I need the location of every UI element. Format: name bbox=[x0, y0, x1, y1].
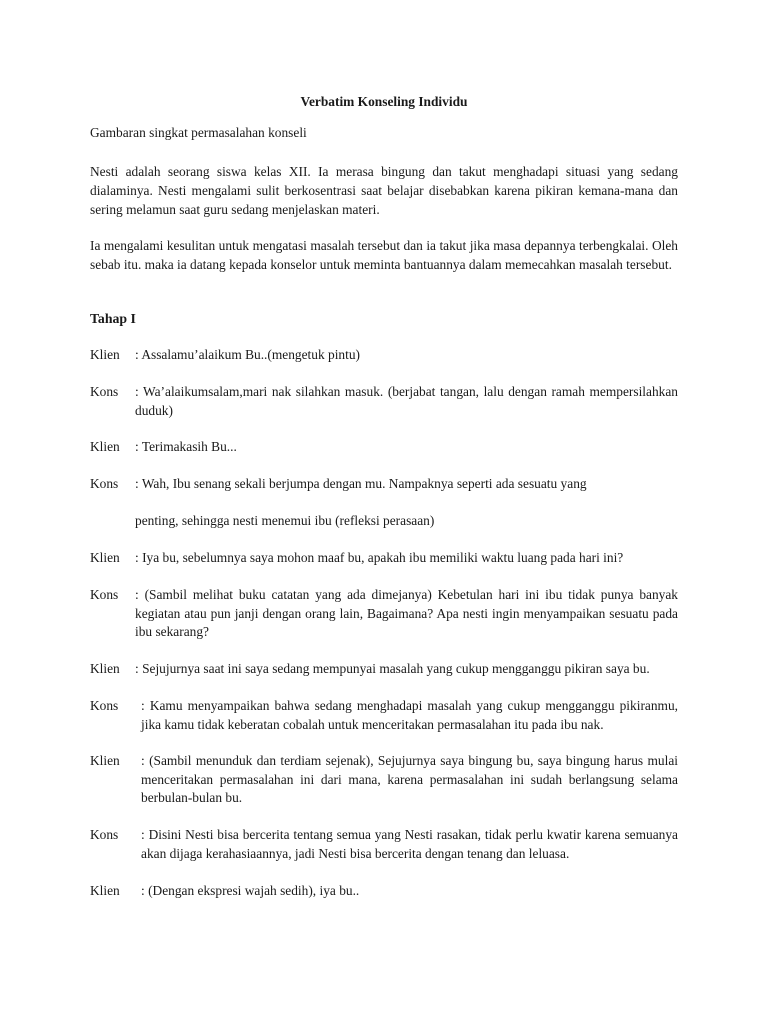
speaker-label: Klien bbox=[90, 883, 120, 898]
speech-text: : (Dengan ekspresi wajah sedih), iya bu.. bbox=[141, 883, 360, 898]
dialogue-turn bbox=[90, 549, 678, 568]
speaker-label: Klien bbox=[90, 347, 120, 362]
speaker-label: Kons bbox=[90, 827, 119, 842]
paragraph-2: Ia mengalami kesulitan untuk mengatasi masalah tersebut dan ia takut jika masa depannya terbengkalai. Oleh sebab itu. maka ia datang kepada konselor untuk meminta bantuannya dalam memecahkan masalah tersebut. bbox=[90, 238, 678, 272]
dialogue-turn bbox=[90, 438, 678, 457]
speech-text: : (Sambil menunduk dan terdiam sejenak), Sejujurnya saya bingung bu, saya bingung harus mulai menceritakan permasalahan ini dari mana, karena permasalahan ini sudah berlangsung selama berbulan-bulan bu. bbox=[141, 753, 678, 805]
section-title: Tahap I bbox=[90, 311, 136, 326]
dialogue-turn bbox=[90, 383, 678, 420]
dialogue-turn bbox=[90, 586, 678, 642]
dialogue-turn bbox=[90, 346, 678, 365]
speaker-label: Kons bbox=[90, 476, 119, 491]
speech-text: : Sejujurnya saat ini saya sedang mempunyai masalah yang cukup mengganggu pikiran saya bu. bbox=[135, 661, 650, 676]
speaker-label: Klien bbox=[90, 661, 120, 676]
dialogue-turn bbox=[90, 826, 678, 863]
speech-text: : Terimakasih Bu... bbox=[135, 439, 237, 454]
speaker-label: Klien bbox=[90, 550, 120, 565]
speech-text: : Assalamu’alaikum Bu..(mengetuk pintu) bbox=[135, 347, 360, 362]
dialogue-turn bbox=[90, 475, 678, 494]
speaker-label: Kons bbox=[90, 384, 119, 399]
speaker-label: Kons bbox=[90, 698, 119, 713]
dialogue-turn bbox=[90, 752, 678, 808]
speaker-label: Klien bbox=[90, 439, 120, 454]
speech-text: : Wah, Ibu senang sekali berjumpa dengan mu. Nampaknya seperti ada sesuatu yang bbox=[135, 476, 587, 491]
dialogue-turn bbox=[90, 660, 678, 679]
speech-text: : Disini Nesti bisa bercerita tentang semua yang Nesti rasakan, tidak perlu kwatir karena semuanya akan dijaga kerahasiaannya, jadi Nesti bisa bercerita dengan tenang dan leluasa. bbox=[141, 827, 678, 861]
paragraph-1: Nesti adalah seorang siswa kelas XII. Ia merasa bingung dan takut menghadapi situasi yang sedang dialaminya. Nesti mengalami sulit berkosentrasi saat belajar disebabkan karena pikiran kemana-mana dan sering melamun saat guru sedang menjelaskan materi. bbox=[90, 164, 678, 217]
speech-text: : Wa’alaikumsalam,mari nak silahkan masuk. (berjabat tangan, lalu dengan ramah mempersilahkan duduk) bbox=[135, 384, 678, 418]
dialogue-turn bbox=[90, 697, 678, 734]
dialogue-turn bbox=[90, 882, 678, 901]
document-subtitle: Gambaran singkat permasalahan konseli bbox=[90, 125, 307, 140]
speech-text: : Iya bu, sebelumnya saya mohon maaf bu, apakah ibu memiliki waktu luang pada hari ini? bbox=[135, 550, 624, 565]
speech-continuation: penting, sehingga nesti menemui ibu (refleksi perasaan) bbox=[135, 513, 435, 528]
speech-text: : (Sambil melihat buku catatan yang ada dimejanya) Kebetulan hari ini ibu tidak punya banyak kegiatan atau pun janji dengan orang lain, Bagaimana? Apa nesti ingin menyampaikan sesuatu pada ibu sekarang? bbox=[135, 587, 678, 639]
speaker-label: Klien bbox=[90, 753, 120, 768]
document-title: Verbatim Konseling Individu bbox=[300, 94, 468, 109]
speech-text: : Kamu menyampaikan bahwa sedang menghadapi masalah yang cukup mengganggu pikiranmu, jika kamu tidak keberatan cobalah untuk menceritakan permasalahan itu pada ibu nak. bbox=[141, 698, 678, 732]
speaker-label: Kons bbox=[90, 587, 119, 602]
